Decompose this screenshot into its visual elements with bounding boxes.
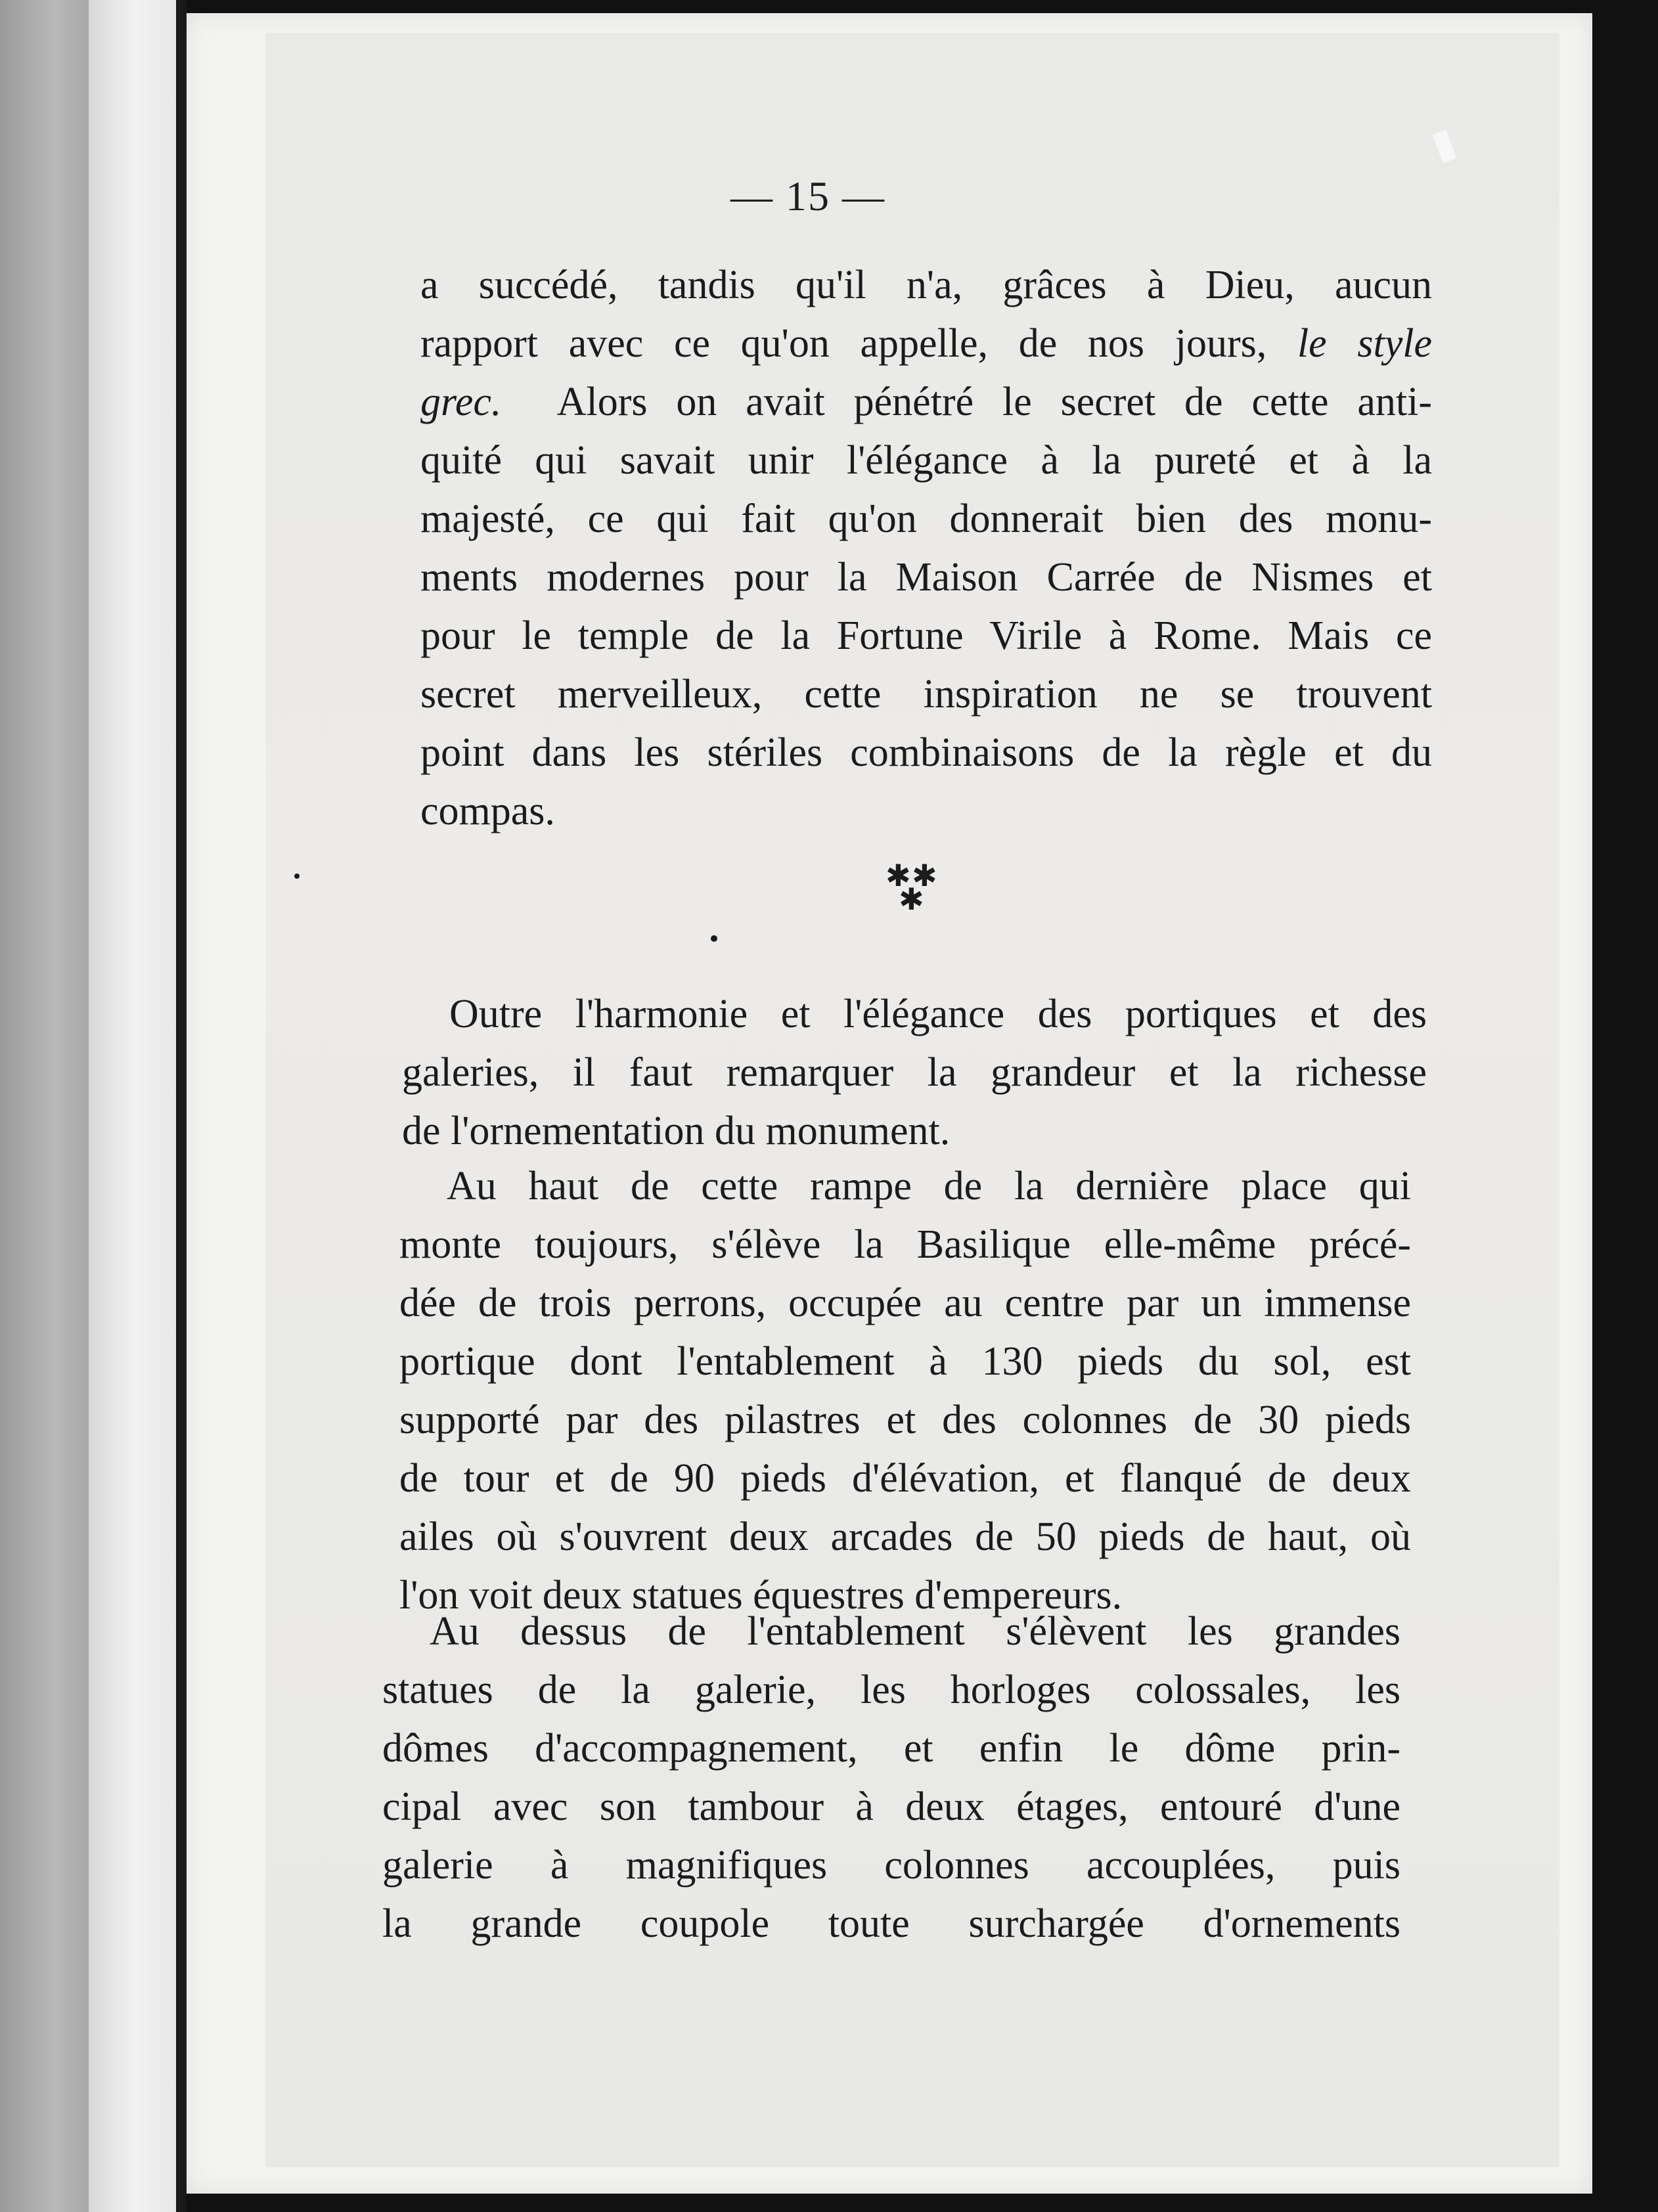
text-line: galerie à magnifiques colonnes accouplées, puis [382, 1843, 1400, 1888]
text-line: l'on voit deux statues équestres d'empereurs. [399, 1573, 1123, 1618]
text-line: cipal avec son tambour à deux étages, entouré d'une [382, 1784, 1400, 1829]
text-line: monte toujours, s'élève la Basilique elle-même précé- [399, 1222, 1411, 1267]
asterisk-icon: ✱ [885, 858, 911, 893]
text-line: Au dessus de l'entablement s'élèvent les grandes [430, 1609, 1400, 1654]
text-line-part: Alors on avait pénétré le secret de cette anti- [556, 380, 1432, 424]
text-line: ailes où s'ouvrent deux arcades de 50 pieds de haut, où [399, 1515, 1411, 1559]
text-line: Au haut de cette rampe de la dernière place qui [447, 1164, 1411, 1208]
text-line: supporté par des pilastres et des colonnes de 30 pieds [399, 1398, 1411, 1442]
paragraph-basilica [399, 1157, 1411, 1625]
page-number: — 15 — [730, 173, 885, 219]
text-line: de tour et de 90 pieds d'élévation, et flanqué de deux [399, 1456, 1411, 1501]
text-line: Outre l'harmonie et l'élégance des portiques et des [449, 992, 1427, 1036]
text-line: quité qui savait unir l'élégance à la pureté et à la [420, 438, 1432, 483]
continued-paragraph [420, 256, 1432, 841]
page-gutter [89, 0, 181, 2212]
text-line: a succédé, tandis qu'il n'a, grâces à Dieu, aucun [420, 263, 1432, 307]
paragraph-ornamentation [402, 985, 1427, 1161]
text-line: majesté, ce qui fait qu'on donnerait bien des monu- [420, 497, 1432, 541]
text-line: compas. [420, 789, 555, 833]
asterisk-icon: ✱ [899, 881, 924, 917]
facing-page-edge [0, 0, 89, 2212]
italic-phrase: le style [1297, 321, 1432, 366]
text-line: statues de la galerie, les horloges colossales, les [382, 1668, 1400, 1712]
text-line: la grande coupole toute surchargée d'ornements [382, 1901, 1400, 1946]
text-line: pour le temple de la Fortune Virile à Rome. Mais ce [420, 613, 1432, 658]
asterisk-icon: ✱ [912, 858, 937, 893]
text-line-part: rapport avec ce qu'on appelle, de nos jours, [420, 321, 1267, 366]
paragraph-entablature [382, 1603, 1400, 1953]
text-line [420, 315, 1432, 373]
text-line [420, 373, 1432, 431]
text-line: galeries, il faut remarquer la grandeur et la richesse [402, 1050, 1427, 1095]
text-line: dômes d'accompagnement, et enfin le dôme prin- [382, 1726, 1400, 1771]
text-line: ments modernes pour la Maison Carrée de Nismes et [420, 555, 1432, 600]
text-line: portique dont l'entablement à 130 pieds du sol, est [399, 1339, 1411, 1384]
scan-speck [294, 874, 300, 879]
scan-speck [711, 935, 717, 942]
text-line: point dans les stériles combinaisons de la règle et du [420, 730, 1432, 775]
section-asterism [874, 860, 952, 933]
text-line: dée de trois perrons, occupée au centre par un immense [399, 1281, 1411, 1325]
text-line: secret merveilleux, cette inspiration ne se trouvent [420, 672, 1432, 717]
italic-phrase: grec. [420, 380, 502, 424]
text-line: de l'ornementation du monument. [402, 1109, 951, 1153]
book-spine-shadow [176, 0, 187, 2212]
